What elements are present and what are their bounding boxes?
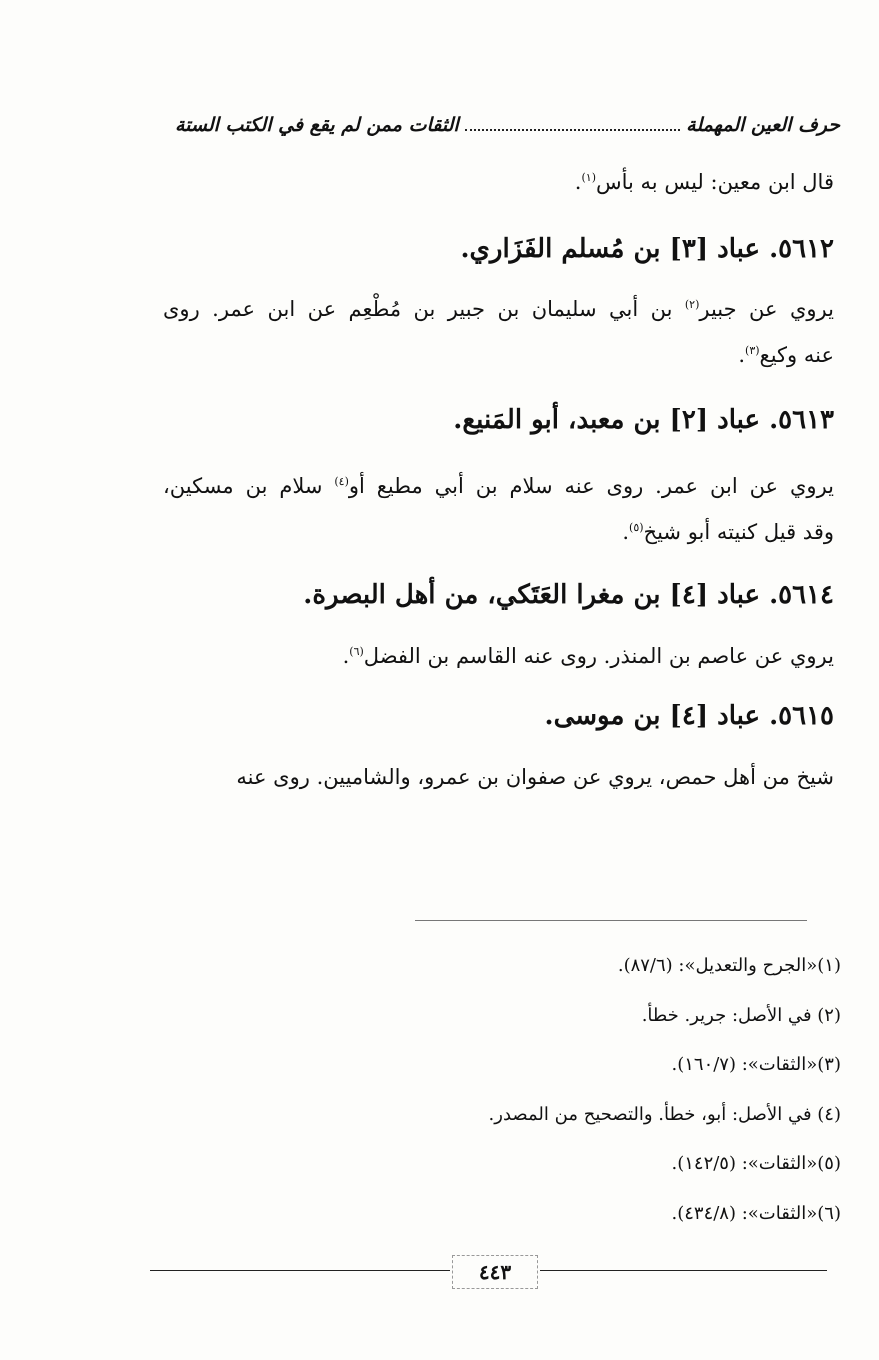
footer-rule-left [150, 1270, 450, 1271]
footnote: (٦)«الثقات»: (٤٣٤/٨). [671, 1202, 841, 1224]
entry-heading-5612: ٥٦١٢. عباد [٣] بن مُسلم الفَزَاري. [460, 234, 834, 264]
header-leader-dots [465, 115, 680, 131]
footnote: (٥)«الثقات»: (١٤٢/٥). [671, 1153, 841, 1174]
footnote-ref: (٦) [349, 645, 364, 658]
footnote: (٣)«الثقات»: (١٦٠/٧). [671, 1054, 841, 1075]
footnote-ref: (١) [581, 171, 596, 184]
body-line: وقد قيل كنيته أبو شيخ$^{(٥)}$. [622, 520, 834, 544]
entry-heading-5614: ٥٦١٤. عباد [٤] بن مغرا العَتَكي، من أهل البصرة. [303, 580, 834, 610]
body-line: عنه وكيع$^{(٣)}$. [738, 343, 834, 367]
body-line: يروي عن عاصم بن المنذر. روى عنه القاسم بن الفضل$^{(٦)}$. [342, 644, 834, 668]
footnote: (٢) في الأصل: جرير. خطأ. [641, 1004, 841, 1026]
body-line: قال ابن معين: ليس به بأس$^{(١)}$. [574, 170, 834, 194]
footnote: (٤) في الأصل: أبو، خطأ. والتصحيح من المصدر. [488, 1103, 841, 1125]
entry-heading-5613: ٥٦١٣. عباد [٢] بن معبد، أبو المَنيع. [453, 405, 834, 435]
chapter-title: حرف العين المهملة [686, 114, 840, 136]
entry-heading-5615: ٥٦١٥. عباد [٤] بن موسى. [544, 701, 834, 731]
footer-rule-right [540, 1270, 827, 1271]
footnotes [489, 955, 841, 1252]
body-line: يروي عن ابن عمر. روى عنه سلام بن أبي مطيع أو$^{(٤)}$ سلام بن مسكين، [163, 474, 834, 498]
footnote-ref: (٢) [684, 298, 700, 311]
page-number: ٤٤٣ [452, 1255, 538, 1289]
body-line: شيخ من أهل حمص، يروي عن صفوان بن عمرو، والشاميين. روى عنه [236, 765, 834, 789]
running-header [175, 114, 840, 136]
footnote-ref: (٥) [629, 521, 644, 534]
footnote-ref: (٣) [745, 344, 760, 357]
footnote: (١)«الجرح والتعديل»: (٨٧/٦). [617, 955, 841, 976]
body-line: يروي عن جبير$^{(٢)}$ بن أبي سليمان بن جبير بن مُطْعِم عن ابن عمر. روى [163, 297, 834, 321]
footnote-separator [415, 920, 807, 921]
footnote-ref: (٤) [334, 475, 349, 488]
book-title: الثقات ممن لم يقع في الكتب الستة [175, 114, 459, 136]
